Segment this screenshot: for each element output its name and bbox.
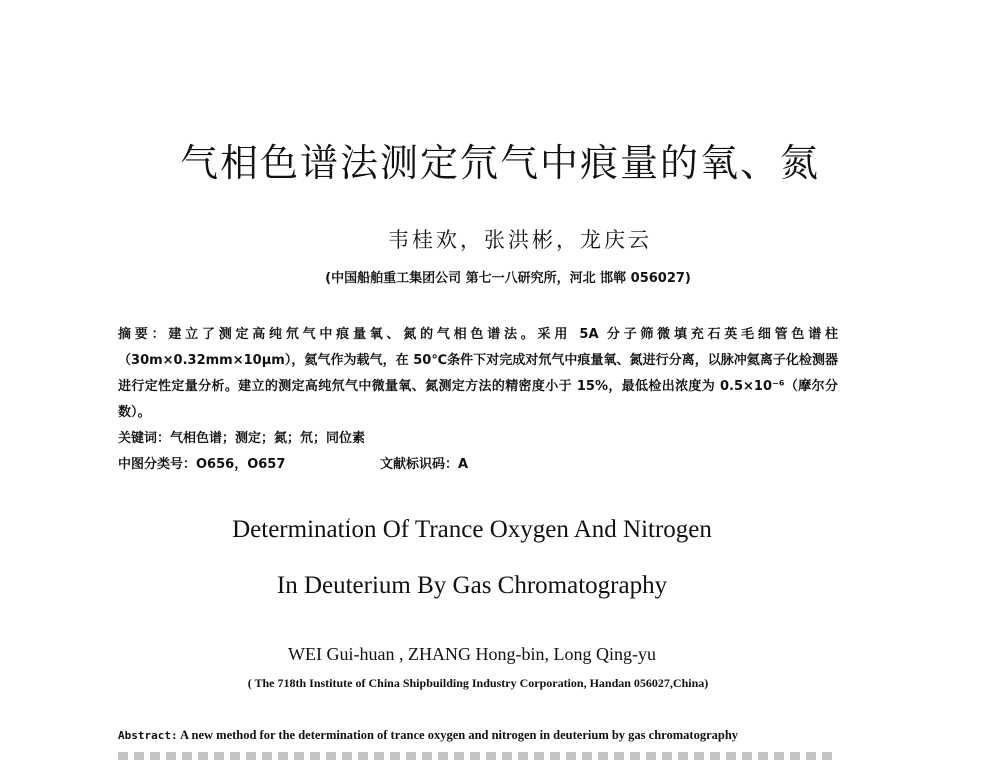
- abstract-label: Abstract:: [118, 729, 178, 742]
- document-code: 文献标识码：A: [380, 457, 469, 472]
- paper-title-english-line1: Determination Of Trance Oxygen And Nitrogen: [232, 516, 712, 543]
- abstract-english-text: A new method for the determination of trance oxygen and nitrogen in deuterium by gas chromatography: [177, 728, 739, 742]
- affiliation-chinese: (中国船舶重工集团公司 第七一八研究所，河北 邯郸 056027): [325, 271, 691, 286]
- abstract-english: [118, 728, 738, 743]
- authors-english: WEI Gui-huan , ZHANG Hong-bin, Long Qing-yu: [288, 644, 656, 664]
- classification-line: [118, 452, 838, 478]
- authors-chinese: 韦桂欢，张洪彬，龙庆云: [388, 228, 652, 252]
- abstract-chinese: 摘要：建立了测定高纯氘气中痕量氧、氮的气相色谱法。采用 5A 分子筛微填充石英毛细管色谱柱（30m×0.32mm×10μm），氦气作为载气，在 50℃条件下对完成对氘气中痕量氧、氮进行分离，以脉冲氦离子化检测器进行定性定量分析。建立的测定高纯氘气中微量氧、氮测定方法的精密度小于 15%，最低检出浓度为 0.5×10⁻⁶（摩尔分数）。: [118, 327, 838, 420]
- affiliation-english: ( The 718th Institute of China Shipbuilding Industry Corporation, Handan 056027,China): [247, 676, 709, 690]
- keywords-chinese: 关键词：气相色谱；测定；氮；氘；同位素: [118, 431, 366, 446]
- cropped-text-line: [118, 752, 838, 760]
- classification-number: 中图分类号：O656，O657: [118, 457, 286, 472]
- paper-title-english-line2: In Deuterium By Gas Chromatography: [276, 572, 668, 599]
- paper-title-chinese: 气相色谱法测定氘气中痕量的氧、氮: [179, 141, 820, 185]
